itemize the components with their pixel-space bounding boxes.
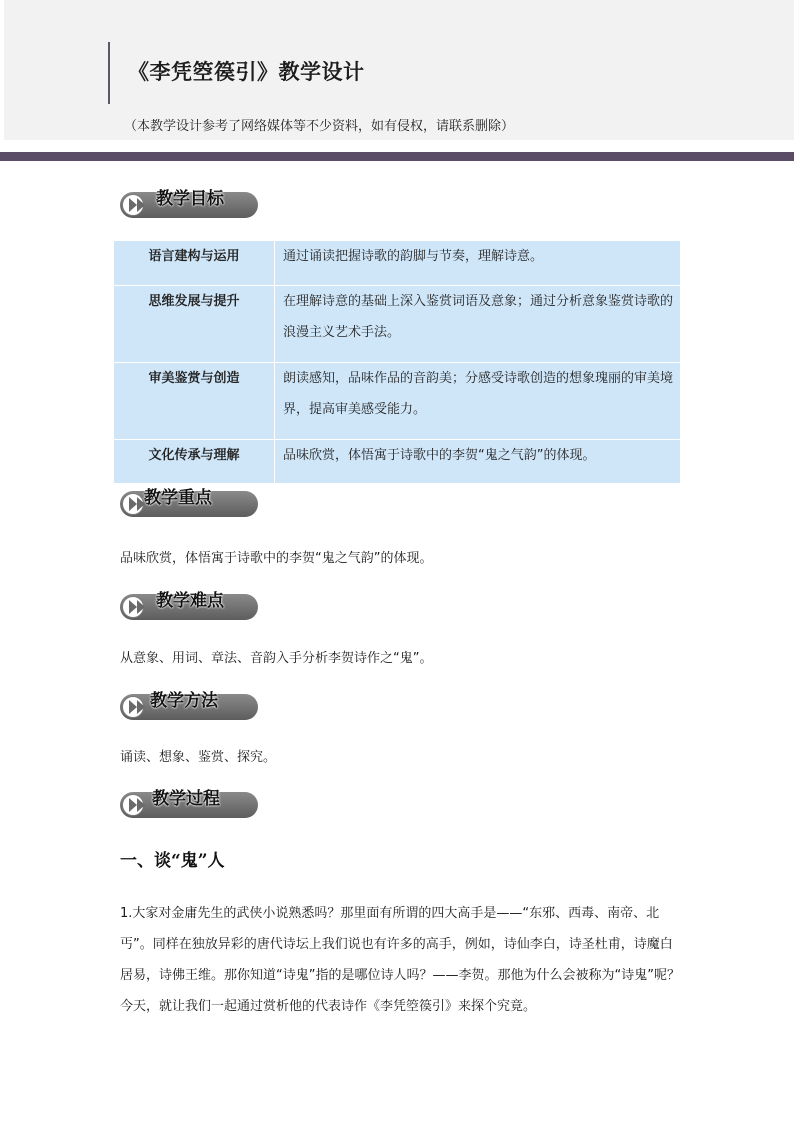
table-row (114, 362, 680, 439)
section-tag-process (120, 784, 260, 822)
section-title: 教学过程 (152, 789, 220, 809)
goals-table (114, 241, 680, 484)
goal-value: 品味欣赏，体悟寓于诗歌中的李贺“鬼之气韵”的体现。 (275, 439, 681, 483)
goal-value: 朗读感知，品味作品的音韵美；分感受诗歌创造的想象瑰丽的审美境界，提高审美感受能力。 (275, 362, 681, 439)
goal-key: 思维发展与提升 (114, 285, 275, 362)
double-arrow-icon (125, 600, 149, 614)
section-tag-key-points (120, 483, 260, 521)
goal-value: 通过诵读把握诗歌的韵脚与节奏，理解诗意。 (275, 241, 681, 285)
title-rule (108, 42, 110, 104)
process-heading: 一、谈“鬼”人 (120, 851, 225, 871)
section-title: 教学方法 (150, 691, 218, 711)
double-arrow-icon (125, 198, 149, 212)
key-points-text: 品味欣赏，体悟寓于诗歌中的李贺“鬼之气韵”的体现。 (120, 551, 433, 566)
goal-key: 文化传承与理解 (114, 439, 275, 483)
difficulties-text: 从意象、用词、章法、音韵入手分析李贺诗作之“鬼”。 (120, 651, 433, 666)
table-row (114, 241, 680, 285)
goal-key: 语言建构与运用 (114, 241, 275, 285)
header-divider-bar (0, 152, 794, 161)
section-tag-difficulties (120, 586, 260, 624)
document-title: 《李凭箜篌引》教学设计 (128, 59, 365, 84)
table-row (114, 439, 680, 483)
copyright-note: （本教学设计参考了网络媒体等不少资料，如有侵权，请联系删除） (124, 119, 515, 134)
double-arrow-icon (125, 798, 149, 812)
section-title: 教学目标 (156, 189, 224, 209)
goal-value: 在理解诗意的基础上深入鉴赏词语及意象；通过分析意象鉴赏诗歌的浪漫主义艺术手法。 (275, 285, 681, 362)
goal-key: 审美鉴赏与创造 (114, 362, 275, 439)
section-tag-goals (120, 184, 260, 222)
section-title: 教学难点 (156, 591, 224, 611)
section-title: 教学重点 (144, 488, 212, 508)
section-tag-methods (120, 686, 260, 724)
methods-text: 诵读、想象、鉴赏、探究。 (120, 750, 277, 765)
table-row (114, 285, 680, 362)
double-arrow-icon (125, 700, 149, 714)
process-paragraph: 1.大家对金庸先生的武侠小说熟悉吗？那里面有所谓的四大高手是——“东邪、西毒、南帝、北丐”。同样在独放异彩的唐代诗坛上我们说也有许多的高手，例如，诗仙李白，诗圣杜甫，诗魔白居易，诗佛王维。那你知道“诗鬼”指的是哪位诗人吗？——李贺。那他为什么会被称为“诗鬼”呢？今天，就让我们一起通过赏析他的代表诗作《李凭箜篌引》来探个究竟。 (120, 906, 680, 1014)
